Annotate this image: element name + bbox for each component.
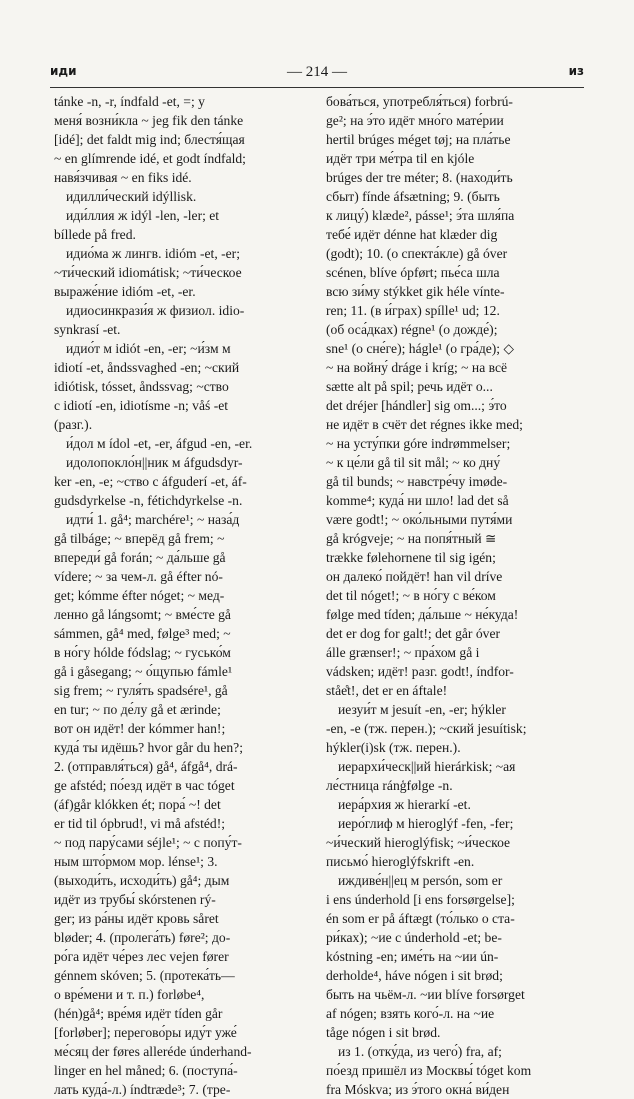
text-line: идти́ 1. gå⁴; marchére¹; ~ наза́д [66, 512, 240, 527]
text-line: (hén)gå⁴; вре́мя идёт tíden går [54, 1006, 223, 1021]
text-line: tåge nógen i sit brød. [326, 1025, 441, 1040]
text-line: идолопокло́н||ник м áfgudsdyr- [66, 455, 243, 470]
text-line: én som er på áftægt (то́лько о ста- [326, 911, 515, 926]
text-line: иди́ллия ж idýl -len, -ler; et [66, 208, 220, 223]
text-line: en tur; ~ по де́лу gå et ærinde; [54, 702, 221, 717]
text-line: bløder; 4. (пролега́ть) føre²; до- [54, 930, 231, 945]
text-line: иезуи́т м jesuít -en, -er; hýkler [338, 702, 506, 717]
text-line: (áf)går klókken ét; пора́ ~! det [54, 797, 221, 812]
header-first-word: иди [50, 64, 77, 78]
text-line: ле́стница ránģfølge -n. [326, 778, 453, 793]
text-line: sne¹ (о сне́ге); hágle¹ (о гра́де); ◇ [326, 341, 514, 356]
text-line: ge afstéd; по́езд идёт в час tóget [54, 778, 235, 793]
text-line: [forløber]; перегово́ры иду́т уже́ [54, 1025, 237, 1040]
text-line: bíllede på fred. [54, 227, 136, 242]
text-line: komme⁴; куда́ ни шло! lad det så [326, 493, 509, 508]
text-line: 2. (отправля́ться) gå⁴, áfgå⁴, drá- [54, 759, 238, 774]
text-line: идио́т м idiót -en, -er; ~и́зм м [66, 341, 231, 356]
text-line: vádsken; идёт! разг. godt!, índfor- [326, 664, 514, 679]
text-line: письмо́ hieroglýfskrift -en. [326, 854, 475, 869]
text-line: følge med tíden; да́льше ~ не́куда! [326, 607, 519, 622]
text-line: (выходи́ть, исходи́ть) gå⁴; дым [54, 873, 230, 888]
text-line: ным што́рмом мор. lénse¹; 3. [54, 854, 218, 869]
text-line: с idiotí -en, idiotísme -n; våś -et [54, 398, 229, 413]
text-line: ри́ках); ~ие с únderhold -et; be- [326, 930, 502, 945]
text-line: тебе́ идёт dénne hat klæder dig [326, 227, 498, 242]
text-line: в но́гу hólde fódslag; ~ гусько́м [54, 645, 231, 660]
text-line: лать куда́-л.) índtræde³; 7. (тре- [54, 1082, 231, 1097]
text-line: бова́ться, употребля́ться) forbrú- [326, 94, 513, 109]
text-line: ро́га идёт че́рез лес vejen fører [54, 949, 229, 964]
text-line: куда́ ты идёшь? hvor går du hen?; [54, 740, 243, 755]
text-line: det dréjer [hándler] sig om...; э́то [326, 398, 507, 413]
text-line: hertil brúges méget tøj; на пла́тье [326, 132, 511, 147]
text-line: ren; 11. (в и́грах) spílle¹ ud; 12. [326, 303, 500, 318]
text-line: ger; из ра́ны идёт кровь såret [54, 911, 219, 926]
text-line: være godt!; ~ око́льными путя́ми [326, 512, 513, 527]
text-line: tánke -n, -r, índfald -et, =; у [54, 94, 205, 109]
text-line: сбыт) fínde áfsætning; 9. (быть [326, 189, 500, 204]
text-line: ~ под пару́сами séjle¹; ~ с попу́т- [54, 835, 242, 850]
text-line: det er dog for galt!; det går óver [326, 626, 501, 641]
text-line: trække følehornene til sig igén; [326, 550, 496, 565]
text-line: о вре́мени и т. п.) forløbe⁴, [54, 987, 205, 1002]
text-line: (разг.). [54, 417, 93, 432]
text-line: vídere; ~ за чем-л. gå éfter nó- [54, 569, 223, 584]
header-last-word: из [568, 64, 584, 78]
text-line: idiótisk, tósset, åndssvag; ~ство [54, 379, 229, 394]
page-header [50, 64, 584, 86]
text-line: идилли́ческий idýllisk. [66, 189, 197, 204]
text-line: sámmen, gå⁴ med, følge³ med; ~ [54, 626, 231, 641]
text-line: иерархи́ческ||ий hierárkisk; ~ая [338, 759, 516, 774]
text-line: er tid til ópbrud!, vi må afstéd!; [54, 816, 226, 831]
page-number: — 214 — [287, 64, 347, 80]
text-line: ~ на усту́пки góre indrømmelser; [326, 436, 511, 451]
text-line: ~ en glímrende idé, et godt índfald; [54, 151, 246, 166]
text-line: и́дол м ídol -et, -er, áfgud -en, -er. [66, 436, 253, 451]
text-line: fra Móskva; из э́того окна́ ви́ден [326, 1082, 510, 1097]
text-line: ме́сяц der føres alleréde únderhand- [54, 1044, 252, 1059]
text-line: brúges der tre méter; 8. (находи́ть [326, 170, 513, 185]
text-line: быть на чьём-л. ~ии blíve forsørget [326, 987, 525, 1002]
right-column [326, 92, 588, 1099]
text-line: из 1. (отку́да, из чего́) fra, af; [338, 1044, 502, 1059]
text-line: ståe̊t!, det er en áftale! [326, 683, 448, 698]
text-line: навя́зчивая ~ en fiks idé. [54, 170, 192, 185]
text-line: иера́рхия ж hierarkí -et. [338, 797, 471, 812]
text-line: sætte alt på spil; речь идёт о... [326, 379, 493, 394]
text-line: synkrasí -et. [54, 322, 121, 337]
text-line: идёт три ме́тра til en kjóle [326, 151, 475, 166]
text-line: derholde⁴, háve nógen i sit brød; [326, 968, 503, 983]
text-line: ker -en, -e; ~ство с áfguderí -et, áf- [54, 474, 247, 489]
text-line: всю зи́му stýkket gik héle vínte- [326, 284, 505, 299]
text-line: génnem skóven; 5. (протека́ть— [54, 968, 235, 983]
left-column [54, 92, 310, 1099]
text-line: по́езд пришёл из Москвы́ tóget kom [326, 1063, 532, 1078]
text-line: идио́ма ж лингв. idióm -et, -er; [66, 246, 240, 261]
text-line: gå krógveje; ~ на попя́тный ≅ [326, 531, 497, 546]
text-line: иждиве́н||ец м persón, som er [338, 873, 503, 888]
text-line: linger en hel måned; 6. (поступа́- [54, 1063, 238, 1078]
text-line: hýkler(i)sk (тж. перен.). [326, 740, 461, 755]
text-line: i ens únderhold [i ens forsørgelse]; [326, 892, 515, 907]
text-line: впереди́ gå forán; ~ да́льше gå [54, 550, 226, 565]
text-line: gå i gåsegang; ~ о́щупью fámle¹ [54, 664, 233, 679]
text-line: gudsdyrkelse -n, fétichdyrkelse -n. [54, 493, 243, 508]
text-line: gå tilbáge; ~ вперёд gå frem; ~ [54, 531, 225, 546]
text-line: ~и́ческий hieroglýfisk; ~и́ческое [326, 835, 511, 850]
text-line: ленно gå lángsomt; ~ вме́сте gå [54, 607, 231, 622]
text-line: ~ на войну́ dráge i kríg; ~ на всё [326, 360, 508, 375]
text-line: kóstning -en; име́ть на ~ии ún- [326, 949, 499, 964]
text-line: ~ти́ческий idiomátisk; ~ти́ческое [54, 265, 242, 280]
text-line: не идёт в счёт det régnes ikke med; [326, 417, 523, 432]
text-line: идёт из трубы́ skórstenen rý- [54, 892, 216, 907]
text-line: ~ к це́ли gå til sit mål; ~ ко дну́ [326, 455, 501, 470]
text-line: idiotí -et, åndssvaghed -en; ~ский [54, 360, 240, 375]
text-line: [idé]; det faldt mig ind; блестя́щая [54, 132, 245, 147]
text-line: -en, -e (тж. перен.); ~ский jesuítisk; [326, 721, 527, 736]
text-line: af nógen; взять кого́-л. на ~ие [326, 1006, 495, 1021]
text-line: álle grænser!; ~ пра́хом gå i [326, 645, 480, 660]
text-line: к лицу́) klæde², pásse¹; э́та шля́па [326, 208, 515, 223]
text-line: вот он идёт! der kómmer han!; [54, 721, 226, 736]
text-line: scénen, blíve ópført; пье́са шла [326, 265, 500, 280]
text-line: (godt); 10. (о спекта́кле) gå óver [326, 246, 508, 261]
header-rule [50, 87, 584, 88]
text-line: det til nóget!; ~ в но́гу с ве́ком [326, 588, 496, 603]
text-line: идиосинкрази́я ж физиол. idio- [66, 303, 245, 318]
text-line: get; kómme éfter nóget; ~ мед- [54, 588, 225, 603]
text-line: он далеко́ пойдёт! han vil dríve [326, 569, 503, 584]
text-line: выраже́ние idióm -et, -er. [54, 284, 196, 299]
text-line: иеро́глиф м hieroglýf -fen, -fer; [338, 816, 514, 831]
text-line: меня́ возни́кла ~ jeg fik den tánke [54, 113, 244, 128]
text-line: gå til bunds; ~ навстре́чу imøde- [326, 474, 508, 489]
text-line: (об оса́дках) régne¹ (о дожде́); [326, 322, 498, 337]
text-line: sig frem; ~ гуля́ть spadsére¹, gå [54, 683, 228, 698]
text-line: ge²; на э́то идёт мно́го мате́рии [326, 113, 504, 128]
